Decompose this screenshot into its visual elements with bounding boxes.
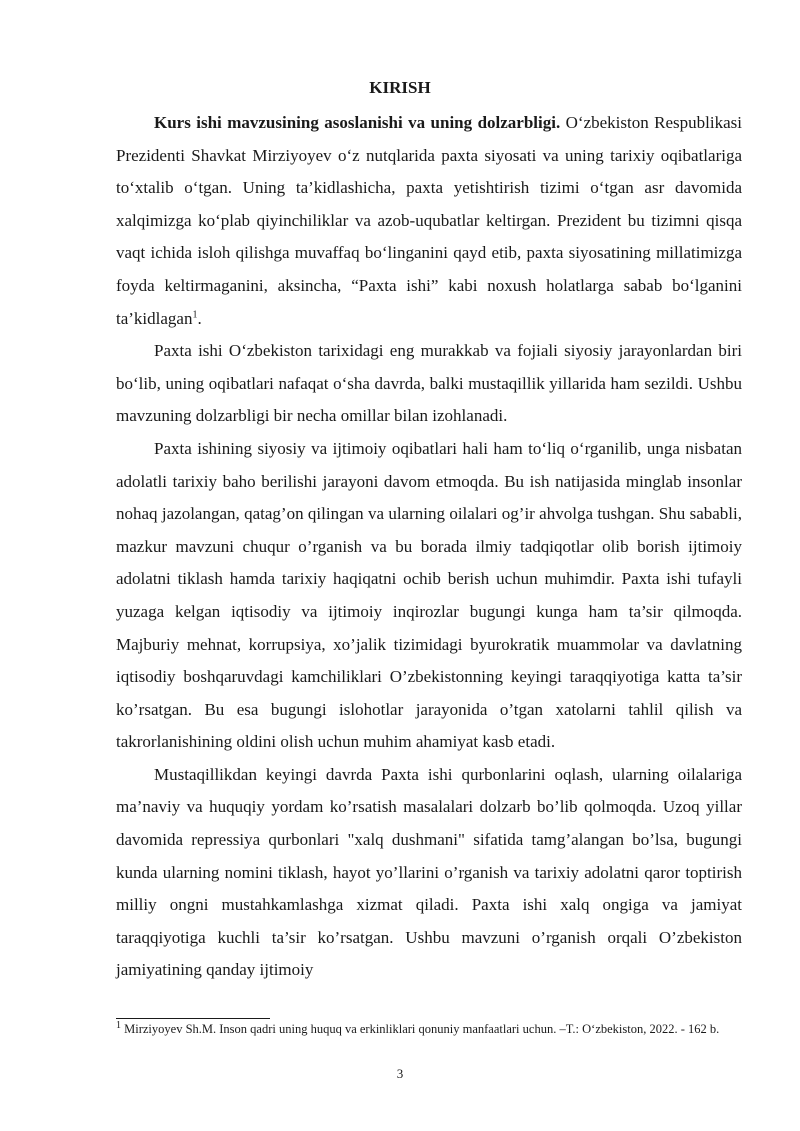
page-number: 3 (396, 1066, 404, 1081)
footnote-marker: 1 (116, 1019, 121, 1031)
footnote-separator (116, 1018, 270, 1019)
paragraph-4: Mustaqillikdan keyingi davrda Paxta ishi qurbonlarini oqlash, ularning oilalariga ma’naviy va huquqiy yordam ko’rsatish masalalari dolzarb bo’lib qolmoqda. Uzoq yillar davomida repressiya qurbonlari "xalq dushmani" sifatida tamg’alangan bo’lsa, bugungi kunda ularning nomini tiklash, hayot yo’llarini o’rganish va tarixiy adolatni qaror toptirish milliy ongni mustahkamlashga xizmat qiladi. Paxta ishi xalq ongiga va jamiyat taraqqiyotiga kuchli ta’sir ko’rsatgan. Ushbu mavzuni o’rganish orqali O’zbekiston jamiyatining qanday ijtimoiy (116, 764, 742, 980)
paragraph-3: Paxta ishining siyosiy va ijtimoiy oqibatlari hali ham to‘liq o‘rganilib, unga nisbatan adolatli tarixiy baho berilishi jarayoni davom etmoqda. Bu ish natijasida minglab insonlar nohaq jazolangan, qatag’on qilingan va ularning oilalari og’ir ahvolga tushgan. Shu sababli, mazkur mavzuni chuqur o’rganish va bu borada ilmiy tadqiqotlar olib borish ijtimoiy adolatni tiklash hamda tarixiy haqiqatni ochib berish uchun muhimdir. Paxta ishi tufayli yuzaga kelgan iqtisodiy va ijtimoiy inqirozlar bugungi kunga ham ta’sir qilmoqda. Majburiy mehnat, korrupsiya, xo’jalik tizimidagi byurokratik muammolar va davlatning iqtisodiy boshqaruvdagi kamchiliklari O’zbekistonning keyingi taraqqiyotiga katta ta’sir ko’rsatgan. Bu esa bugungi islohotlar jarayonida o’tgan xatolarni tahlil qilish va takrorlanishining oldini olish uchun muhim ahamiyat kasb etadi. (116, 438, 742, 752)
paragraph-2: Paxta ishi O‘zbekiston tarixidagi eng murakkab va fojiali siyosiy jarayonlardan biri bo‘lib, uning oqibatlari nafaqat o‘sha davrda, balki mustaqillik yillarida ham sezildi. Ushbu mavzuning dolzarbligi bir necha omillar bilan izohlanadi. (116, 341, 742, 426)
paragraph-1 (116, 107, 742, 335)
body-text (116, 107, 742, 987)
footnote (116, 1020, 742, 1038)
paragraph-lead: Kurs ishi mavzusining asoslanishi va uning dolzarbligi. (154, 113, 561, 132)
paragraph-text: O‘zbekiston Respublikasi Prezidenti Shavkat Mirziyoyev o‘z nutqlarida paxta siyosati va uning tarixiy oqibatlariga to‘xtalib o‘tgan. Uning ta’kidlashicha, paxta yetishtirish tizimi o‘tgan asr davomida xalqimizga ko‘plab qiyinchiliklar va azob-uqubatlar keltirgan. Prezident bu tizimni qisqa vaqt ichida isloh qilishga muvaffaq bo‘linganini qayd etib, paxta siyosatining millatimizga foyda keltirmaganini, aksincha, “Paxta ishi” kabi noxush holatlarga sabab bo‘lganini ta’kidlagan (116, 113, 742, 328)
paragraph-tail: . (197, 308, 202, 328)
footnote-reference[interactable]: 1 (192, 308, 198, 320)
section-heading: KIRISH (369, 78, 431, 97)
footnote-text: Mirziyoyev Sh.M. Inson qadri uning huquq va erkinliklari qonuniy manfaatlari uchun. –T.: O‘zbekiston, 2022. - 162 b. (121, 1022, 720, 1036)
